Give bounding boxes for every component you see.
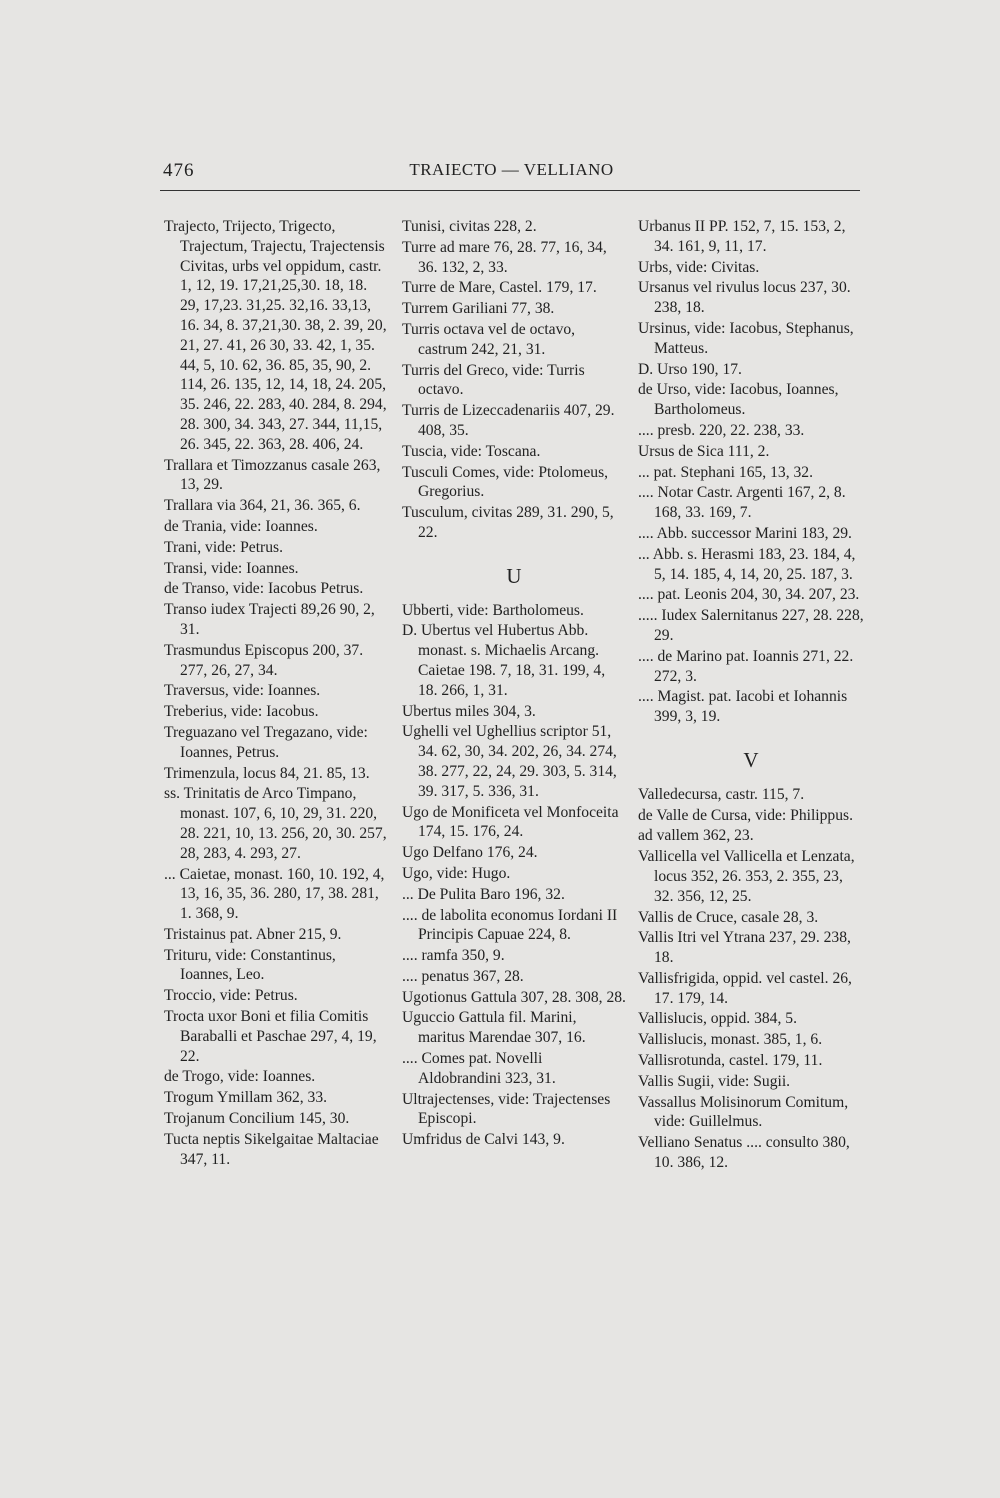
index-entry: Trogum Ymillam 362, 33. xyxy=(164,1089,328,1107)
index-entry: de Transo, vide: Iacobus Petrus. xyxy=(164,580,364,598)
index-entry: Umfridus de Calvi 143, 9. xyxy=(402,1131,565,1149)
index-column-3 xyxy=(638,217,864,1174)
index-entry: Ugo Delfano 176, 24. xyxy=(402,844,538,862)
index-entry: Vallisfrigida, oppid. vel castel. 26, 17. 179, 14. xyxy=(638,969,852,1007)
index-entry: ... De Pulita Baro 196, 32. xyxy=(402,885,565,903)
index-entry: D. Urso 190, 17. xyxy=(638,360,742,378)
index-entry: Trojanum Concilium 145, 30. xyxy=(164,1110,350,1128)
index-entry: Urbs, vide: Civitas. xyxy=(638,258,760,276)
index-entry: Vallislucis, monast. 385, 1, 6. xyxy=(638,1031,823,1049)
index-entry: Tusculum, civitas 289, 31. 290, 5, 22. xyxy=(402,504,614,541)
index-entry: Tucta neptis Sikelgaitae Maltaciae 347, 11. xyxy=(164,1130,379,1168)
index-entry: Trituru, vide: Constantinus, Ioannes, Leo. xyxy=(164,946,336,984)
running-title: TRAIECTO — VELLIANO xyxy=(409,160,614,179)
index-entry: Trani, vide: Petrus. xyxy=(164,538,283,556)
index-entry: Turris de Lizeccadenariis 407, 29. 408, 35. xyxy=(402,402,615,439)
index-entry: Turre ad mare 76, 28. 77, 16, 34, 36. 132, 2, 33. xyxy=(402,238,607,276)
index-entry: Turris octava vel de octavo, castrum 242, 21, 31. xyxy=(402,320,576,358)
index-entry: .... ramfa 350, 9. xyxy=(402,947,505,965)
index-entry: Vallicella vel Vallicella et Lenzata, locus 352, 26. 353, 2. 355, 23, 32. 356, 12, 25. xyxy=(638,848,855,905)
index-entry: Urbanus II PP. 152, 7, 15. 153, 2, 34. 161, 9, 11, 17. xyxy=(638,218,846,255)
index-entry: Valledecursa, castr. 115, 7. xyxy=(638,785,805,803)
index-entry: Trajecto, Trijecto, Trigecto, Trajectum, Trajectu, Trajectensis Civitas, urbs vel oppidum, castr. 1, 12, 19. 17,21,25,30. 18, 18. 29, 17,23. 31,25. 32,16. 33,13, 16. 34, 8. 37,21,30. 38, 2. 39, 20, 21, 27. 41, 26 30, 33. 42, 1, 35. 44, 5, 10. 62, 36. 85, 35, 90, 2. 114, 26. 135, 12, 14, 18, 24. 205, 35. 246, 22. 283, 40. 284, 8. 294, 28. 300, 34. 343, 27. 344, 11,15, 26. 345, 22. 363, 28. 406, 24. xyxy=(164,218,387,453)
index-entry: Vallis de Cruce, casale 28, 3. xyxy=(638,908,819,926)
index-entry: Traversus, vide: Ioannes. xyxy=(164,682,321,700)
index-entry: Treguazano vel Tregazano, vide: Ioannes, Petrus. xyxy=(164,723,368,761)
index-entry: Ultrajectenses, vide: Trajectenses Episcopi. xyxy=(402,1090,611,1128)
index-entry: .... Notar Castr. Argenti 167, 2, 8. 168, 33. 169, 7. xyxy=(638,484,846,522)
index-entry: Turris del Greco, vide: Turris octavo. xyxy=(402,361,585,399)
index-entry: Uguccio Gattula fil. Marini, maritus Marendae 307, 16. xyxy=(402,1009,586,1047)
index-entry: Ugo de Monificeta vel Monfoceita 174, 15. 176, 24. xyxy=(402,803,619,841)
index-entry: Trocta uxor Boni et filia Comitis Baraballi et Paschae 297, 4, 19, 22. xyxy=(164,1008,377,1065)
index-entry: .... de labolita economus Iordani II Principis Capuae 224, 8. xyxy=(402,906,618,944)
index-entry: Ugotionus Gattula 307, 28. 308, 28. xyxy=(402,988,626,1006)
index-entry: Tristainus pat. Abner 215, 9. xyxy=(164,925,342,943)
index-entry: Transo iudex Trajecti 89,26 90, 2, 31. xyxy=(164,601,375,638)
index-entry: Turre de Mare, Castel. 179, 17. xyxy=(402,279,597,297)
index-entry: Trasmundus Episcopus 200, 37. 277, 26, 27, 34. xyxy=(164,641,364,679)
header-rule xyxy=(160,190,860,191)
index-entry: D. Ubertus vel Hubertus Abb. monast. s. Michaelis Arcang. Caietae 198. 7, 18, 31. 199, 4, 18. 266, 1, 31. xyxy=(402,622,606,699)
index-entry: de Trogo, vide: Ioannes. xyxy=(164,1068,316,1086)
index-entry: .... de Marino pat. Ioannis 271, 22. 272, 3. xyxy=(638,647,854,685)
index-entry: Turrem Gariliani 77, 38. xyxy=(402,300,555,318)
index-entry: Ubertus miles 304, 3. xyxy=(402,702,536,720)
index-entry: Ursanus vel rivulus locus 237, 30. 238, 18. xyxy=(638,279,851,317)
index-entry: Troccio, vide: Petrus. xyxy=(164,987,298,1005)
index-entry: de Trania, vide: Ioannes. xyxy=(164,517,318,535)
index-entry: Vallis Sugii, vide: Sugii. xyxy=(638,1072,791,1090)
index-entry: Ursinus, vide: Iacobus, Stephanus, Matteus. xyxy=(638,319,854,357)
index-entry: Vallis Itri vel Ytrana 237, 29. 238, 18. xyxy=(638,929,851,967)
index-entry: .... Comes pat. Novelli Aldobrandini 323, 31. xyxy=(402,1050,556,1087)
index-entry: Trallara via 364, 21, 36. 365, 6. xyxy=(164,497,361,515)
index-entry: Vallisrotunda, castel. 179, 11. xyxy=(638,1052,823,1070)
index-entry: Vallislucis, oppid. 384, 5. xyxy=(638,1010,797,1028)
index-column-2 xyxy=(402,217,626,1151)
index-entry: Ugo, vide: Hugo. xyxy=(402,864,511,882)
index-entry: Ughelli vel Ughellius scriptor 51, 34. 62, 30, 34. 202, 26, 34. 274, 38. 277, 22, 24, 29. 303, 5. 314, 39. 317, 5. 336, 31. xyxy=(402,723,617,800)
index-entry: ..... Iudex Salernitanus 227, 28. 228, 29. xyxy=(638,607,864,644)
page-header xyxy=(163,160,860,188)
index-entry: Tunisi, civitas 228, 2. xyxy=(402,218,537,235)
section-letter: V xyxy=(743,747,759,772)
index-entry: ... Abb. s. Herasmi 183, 23. 184, 4, 5, 14. 185, 4, 14, 20, 25. 187, 3. xyxy=(638,545,856,583)
index-entry: Trimenzula, locus 84, 21. 85, 13. xyxy=(164,764,370,782)
index-entry: Tuscia, vide: Toscana. xyxy=(402,442,541,460)
index-entry: ad vallem 362, 23. xyxy=(638,827,754,845)
index-entry: .... Abb. successor Marini 183, 29. xyxy=(638,524,852,542)
index-entry: Ubberti, vide: Bartholomeus. xyxy=(402,601,584,619)
index-entry: .... penatus 367, 28. xyxy=(402,967,524,985)
section-letter: U xyxy=(506,563,522,588)
index-entry: ... pat. Stephani 165, 13, 32. xyxy=(638,463,813,481)
index-entry: Transi, vide: Ioannes. xyxy=(164,559,299,577)
index-entry: .... presb. 220, 22. 238, 33. xyxy=(638,421,805,439)
page-number: 476 xyxy=(163,160,195,181)
index-entry: de Valle de Cursa, vide: Philippus. xyxy=(638,806,853,824)
index-entry: Vassallus Molisinorum Comitum, vide: Guillelmus. xyxy=(638,1093,849,1131)
index-column-1 xyxy=(164,217,388,1170)
index-entry: Ursus de Sica 111, 2. xyxy=(638,442,770,460)
index-entry: ... Caietae, monast. 160, 10. 192, 4, 13, 16, 35, 36. 280, 17, 38. 281, 1. 368, 9. xyxy=(164,865,385,923)
index-entry: Trallara et Timozzanus casale 263, 13, 29. xyxy=(164,456,381,494)
index-entry: .... pat. Leonis 204, 30, 34. 207, 23. xyxy=(638,586,860,604)
index-entry: ss. Trinitatis de Arco Timpano, monast. 107, 6, 10, 29, 31. 220, 28. 221, 10, 13. 256, 20, 30. 257, 28, 283, 4. 293, 27. xyxy=(164,785,387,862)
index-entry: .... Magist. pat. Iacobi et Iohannis 399, 3, 19. xyxy=(638,688,848,726)
index-entry: Velliano Senatus .... consulto 380, 10. 386, 12. xyxy=(638,1134,850,1172)
index-entry: Tusculi Comes, vide: Ptolomeus, Gregorius. xyxy=(402,463,609,501)
index-entry: Treberius, vide: Iacobus. xyxy=(164,703,319,721)
index-entry: de Urso, vide: Iacobus, Ioannes, Bartholomeus. xyxy=(638,381,839,419)
